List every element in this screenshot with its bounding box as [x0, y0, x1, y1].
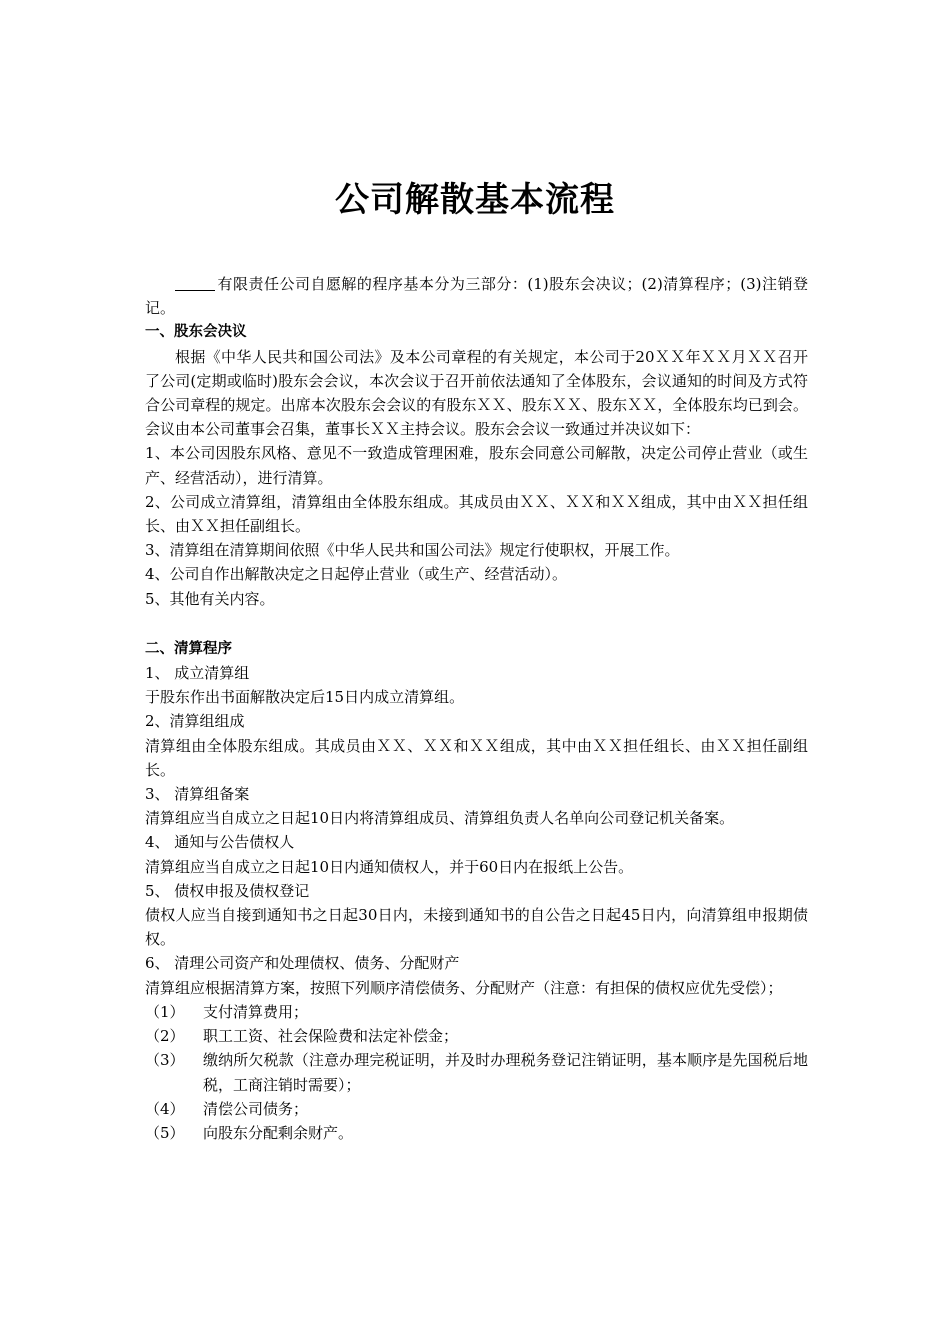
step-title: 1、 成立清算组 [145, 664, 250, 683]
section2-heading: 二、清算程序 [145, 640, 232, 657]
resolution-item: 3、清算组在清算期间依照《中华人民共和国公司法》规定行使职权，开展工作。 [145, 541, 680, 560]
order-number: （1） [145, 1002, 185, 1021]
intro-paragraph [145, 272, 808, 320]
order-item [145, 1024, 808, 1048]
order-text: 缴纳所欠税款（注意办理完税证明，并及时办理税务登记注销证明，基本顺序是先国税后地税，工商注销时需要）； [203, 1051, 808, 1094]
step-title: 6、 清理公司资产和处理债权、债务、分配财产 [145, 954, 460, 973]
step-title: 4、 通知与公告债权人 [145, 833, 295, 852]
resolution-item: 4、公司自作出解散决定之日起停止营业（或生产、经营活动）。 [145, 565, 568, 584]
order-item [145, 1000, 808, 1024]
order-text: 支付清算费用； [203, 1002, 309, 1021]
order-number: （2） [145, 1027, 185, 1046]
order-text: 职工工资、社会保险费和法定补偿金； [203, 1027, 459, 1046]
step-text: 清算组由全体股东组成。其成员由ＸＸ、ＸＸ和ＸＸ组成，其中由ＸＸ担任组长、由ＸＸ担任副组长。 [145, 736, 808, 779]
step-text: 债权人应当自接到通知书之日起30日内，未接到通知书的自公告之日起45日内，向清算组申报期债权。 [145, 906, 808, 949]
section1-heading: 一、股东会决议 [145, 324, 247, 341]
order-number: （4） [145, 1099, 185, 1118]
order-item [145, 1048, 808, 1096]
step-title: 5、 债权申报及债权登记 [145, 881, 310, 900]
step-title: 3、 清算组备案 [145, 785, 250, 804]
order-item [145, 1121, 808, 1145]
order-number: （3） [145, 1051, 185, 1070]
document-body [145, 272, 808, 1145]
order-text: 向股东分配剩余财产。 [203, 1123, 354, 1142]
intro-text: 有限责任公司自愿解的程序基本分为三部分：(1)股东会决议；(2)清算程序；(3)注销登记。 [145, 275, 808, 318]
section1-paragraph: 根据《中华人民共和国公司法》及本公司章程的有关规定，本公司于20ＸＸ年ＸＸ月ＸＸ召开了公司(定期或临时)股东会会议，本次会议于召开前依法通知了全体股东，会议通知的时间及方式符合公司章程的规定。出席本次股东会会议的有股东ＸＸ、股东ＸＸ、股东ＸＸ，全体股东均已到会。会议由本公司董事会召集，董事长ＸＸ主持会议。股东会会议一致通过并决议如下： [145, 347, 808, 439]
step-title: 2、清算组组成 [145, 712, 245, 731]
step-text: 清算组应当自成立之日起10日内将清算组成员、清算组负责人名单向公司登记机关备案。 [145, 809, 735, 828]
spacer [145, 611, 808, 637]
document-title: 公司解散基本流程 [335, 180, 615, 220]
order-item [145, 1097, 808, 1121]
blank-underline [175, 275, 215, 291]
step-text: 于股东作出书面解散决定后15日内成立清算组。 [145, 688, 465, 707]
order-number: （5） [145, 1123, 185, 1142]
resolution-item: 2、公司成立清算组，清算组由全体股东组成。其成员由ＸＸ、ＸＸ和ＸＸ组成，其中由ＸＸ担任组长、由ＸＸ担任副组长。 [145, 492, 808, 536]
step-text: 清算组应根据清算方案，按照下列顺序清偿债务、分配财产（注意：有担保的债权应优先受偿）； [145, 978, 783, 997]
order-text: 清偿公司债务； [203, 1099, 309, 1118]
resolution-item: 5、其他有关内容。 [145, 589, 275, 608]
step-text: 清算组应当自成立之日起10日内通知债权人，并于60日内在报纸上公告。 [145, 857, 634, 876]
resolution-item: 1、本公司因股东风格、意见不一致造成管理困难，股东会同意公司解散，决定公司停止营业（或生产、经营活动），进行清算。 [145, 444, 808, 487]
